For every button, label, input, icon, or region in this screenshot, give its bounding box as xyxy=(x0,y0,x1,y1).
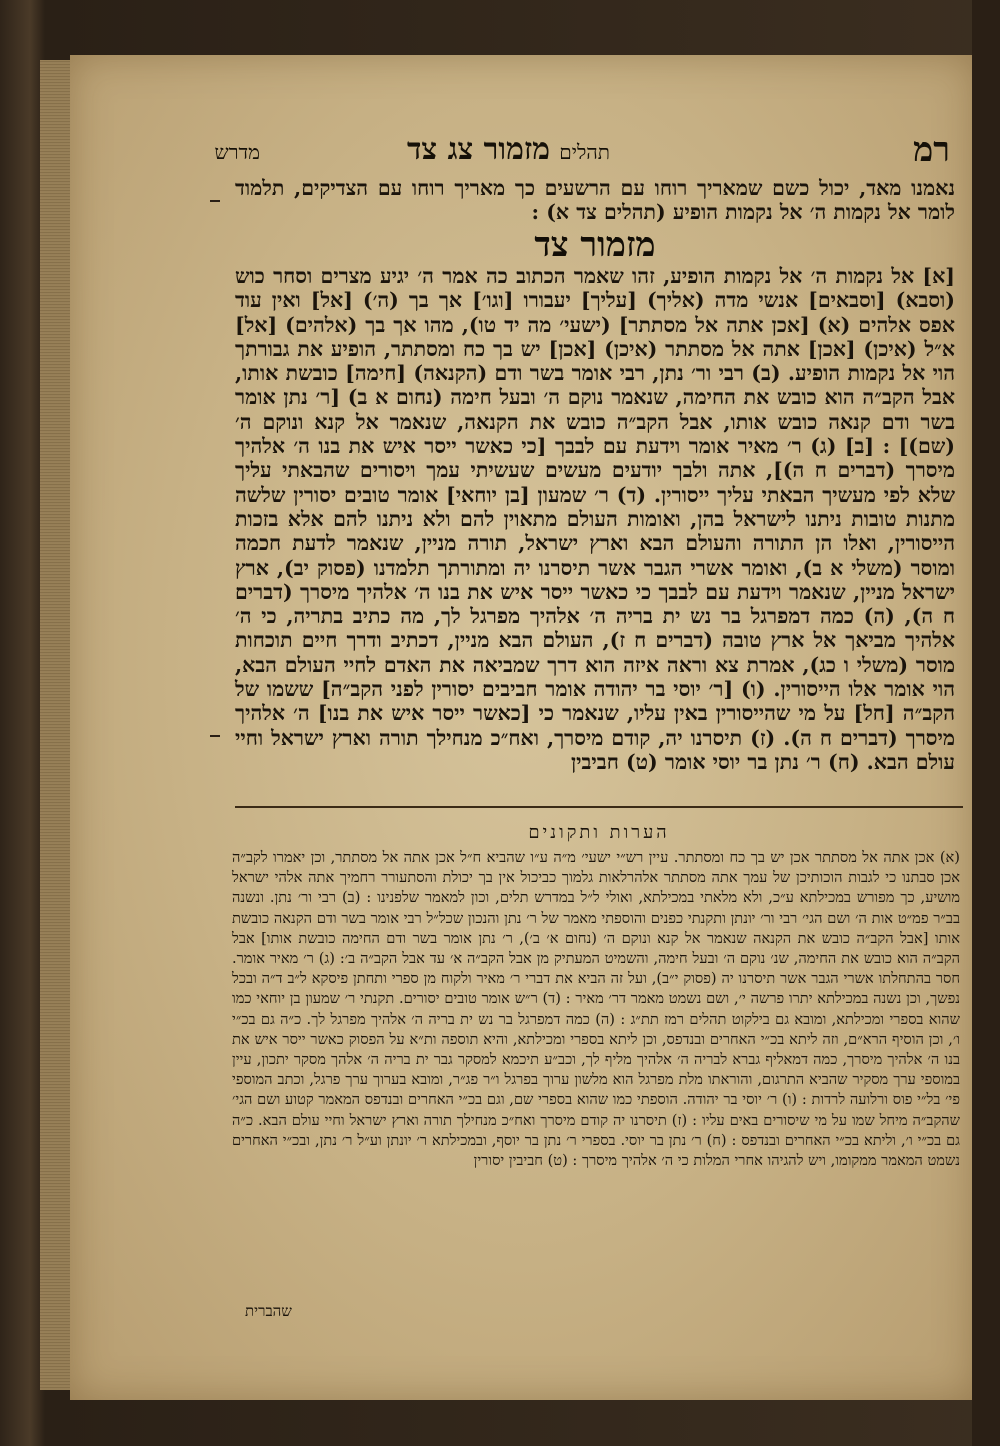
page-number: רמ xyxy=(913,130,950,170)
book-title: תהלים xyxy=(559,140,610,164)
psalm-heading: מזמור צד xyxy=(534,225,656,265)
divider-rule xyxy=(235,806,963,808)
catchword: שהברית xyxy=(245,1302,292,1320)
work-title: מדרש xyxy=(214,140,260,164)
main-text: [א] אל נקמות ה׳ אל נקמות הופיע, זהו שאמר הכתוב כה אמר ה׳ יגיע מצרים וסחר כוש (וסבא) [וסבאים] אנשי מדה (אליך) [עליך] יעבורו [וגו׳] אך בך (ה׳) [אל] ואין עוד אפס אלהים (א) [אכן אתה אל מסתתר] (ישעי׳ מה יד טו), מהו אך בך (אלהים) [אל] א״ל (איכן) [אכן] אתה אל מסתתר (איכן) [אכן] יש בך כח ומסתתר, הופיע את גבורתך הוי אל נקמות הופיע. (ב) רבי ור׳ נתן, רבי אומר בשר ודם (הקנאה) [חימה] כובשת אותו, אבל הקב״ה הוא כובש את החימה, שנאמר נוקם ה׳ ובעל חימה (נחום א ב) [ר׳ נתן אומר בשר ודם קנאה כובש אותו, אבל הקב״ה כובש את הקנאה, שנאמר אל קנא ונוקם ה׳ (שם)] : [ב] (ג) ר׳ מאיר אומר וידעת עם לבבך [כי כאשר ייסר איש את בנו ה׳ אלהיך מיסרך (דברים ח ה)], אתה ולבך יודעים מעשים שעשיתי עמך ויסורים שהבאתי עליך שלא לפי מעשיך הבאתי עליך ייסורין. (ד) ר׳ שמעון [בן יוחאי] אומר טובים יסורין שלשה מתנות טובות ניתנו לישראל בהן, ואומות העולם מתאוין להם ולא ניתנו להם אלא בזכות הייסורין, ואלו הן התורה והעולם הבא וארץ ישראל, תורה מניין, שנאמר לדעת חכמה ומוסר (משלי א ב), ואומר אשרי הגבר אשר תיסרנו יה ומתורתך תלמדנו (פסוק יב), ארץ ישראל מניין, שנאמר וידעת עם לבבך כי כאשר ייסר איש את בנו ה׳ אלהיך מיסרך (דברים ח ה), (ה) כמה דמפרגל בר נש ית בריה ה׳ אלהיך מפרגל לך, מה כתיב בתריה, כי ה׳ אלהיך מביאך אל ארץ טובה (דברים ח ז), העולם הבא מניין, דכתיב ודרך חיים תוכחות מוסר (משלי ו כג), אמרת צא וראה איזה הוא דרך שמביאה את האדם לחיי העולם הבא, הוי אומר אלו הייסורין. (ו) [ר׳ יוסי בר יהודה אומר חביבים יסורין לפני הקב״ה] ששמו של הקב״ה [חל] על מי שהייסורין באין עליו, שנאמר כי [כאשר ייסר איש את בנו] ה׳ אלהיך מיסרך (דברים ח ה). (ז) תיסרנו יה, קודם מיסרך, ואח״כ מנחילך תורה וארץ ישראל וחיי עולם הבא. (ח) ר׳ נתן בר יוסי אומר (ט) חביבין xyxy=(235,264,955,774)
margin-mark xyxy=(210,200,220,202)
notes-text: (א) אכן אתה אל מסתתר אכן יש בך כח ומסתתר. עיין רש״י ישעי׳ מ״ה ע״ו שהביא ח״ל אכן אתה אל מסתתר, וכן יאמרו לקב״ה אכן סבתנו כי לגבות הוכותיכן של עמך אתה מסתתר אלהרלאות גלמוך כביכול אין בך יכולת והסתעורר רחמיך אתה אלהי ישראל מושיע, כך מפורש במכילתא ע״כ, ולא מלאתי במכילתא, ואולי ל״ל במדרש תלים, וכון למאמר שלפנינו : (ב) רבי ור׳ נתן. ונשנה בב״ר פמ״ט אות ה׳ ושם הגי׳ רבי ור׳ יונתן ותקנתי כפנים והוספתי מאמר של ר׳ נתן והנכון שכל״ל רבי אומר בשר ודם הקנאה כובשת אותו [אבל הקב״ה כובש את הקנאה שנאמר אל קנא ונוקם ה׳ (נחום א׳ ב׳), ר׳ נתן אומר בשר ודם החימה כובשת אותו] אבל הקב״ה הוא כובש את החימה, שנ׳ נוקם ה׳ ובעל חימה, והשמיט המעתיק מן אבל הקב״ה א׳ עד אבל הקב״ה ב׳: (ג) ר׳ מאיר אומר. חסר בהתחלתו אשרי הגבר אשר תיסרנו יה (פסוק י״ב), ועל זה הביא את דברי ר׳ מאיר ולקוח מן ספרי ותחתן פיסקא ל״ב ד״ה ובכל נפשך, וכן נשנה במכילתא יתרו פרשה י׳, ושם נשמט מאמר דר׳ מאיר : (ד) ר״ש אומר טובים יסורים. תקנתי ר׳ שמעון בן יוחאי כמו שהוא בספרי ומכילתא, ומובא גם בילקוט תהלים רמז תת״ג : (ה) כמה דמפרגל בר נש ית בריה ה׳ אלהיך מפרגל לך. כ״ה גם בכ״י ו׳, וכן הוסיף הרא״ם, וזה ליתא בכ״י האחרים ובנדפס, וכן ליתא בספרי ומכילתא, והיא תוספה ות״א על הפסוק כאשר ייסר איש את בנו ה׳ אלהיך מיסרך, כמה דמאליף גברא לבריה ה׳ אלהיך מליף לך, וכב״ע תיכמא למסקר גבר ית בריה ה׳ אלהך מסקר יתכון, עיין במוספי ערך מסקיר שהביא התרגום, והוראתו מלת מפרגל הוא מלשון ערוך בפרגל ו״ר פג״ר, ומובא בערוך ערך פרגל, וכתב המוספי פי׳ בל״י פוס ורלועה לרדות : (ו) ר׳ יוסי בר יהודה. הוספתי כמו שהוא בספרי שם, וגם בכ״י האחרים ובנדפס המאמר קטוע ושם הגי׳ שהקב״ה מיחל שמו על מי שיסורים באים עליו : (ז) תיסרנו יה קודם מיסרך ואח״כ מנחילך תורה וארץ ישראל וחיי עולם הבא. כ״ה גם בכ״י ו׳, וליתא בכ״י האחרים ובנדפס : (ח) ר׳ נתן בר יוסי. בספרי ר׳ נתן בר יוסף, ובמכילתא ר׳ יונתן וע״ל ר׳ נתן, ובכ״י האחרים נשמט המאמר ממקומו, ויש להגיהו אחרי המלות כי ה׳ אלהיך מיסרך : (ט) חביבין יסורין xyxy=(232,849,960,1170)
book-cover-edge xyxy=(972,0,1000,1446)
psalm-label: מזמור צג צד xyxy=(407,132,550,167)
notes-heading: הערות ותקונים xyxy=(528,822,670,843)
running-header xyxy=(170,130,950,176)
margin-mark xyxy=(210,735,220,737)
preceding-text: נאמנו מאד, יכול כשם שמאריך רוחו עם הרשעים כך מאריך רוחו עם הצדיקים, תלמוד לומר אל נקמות ה׳ אל נקמות הופיע (תהלים צד א) : xyxy=(235,176,955,225)
